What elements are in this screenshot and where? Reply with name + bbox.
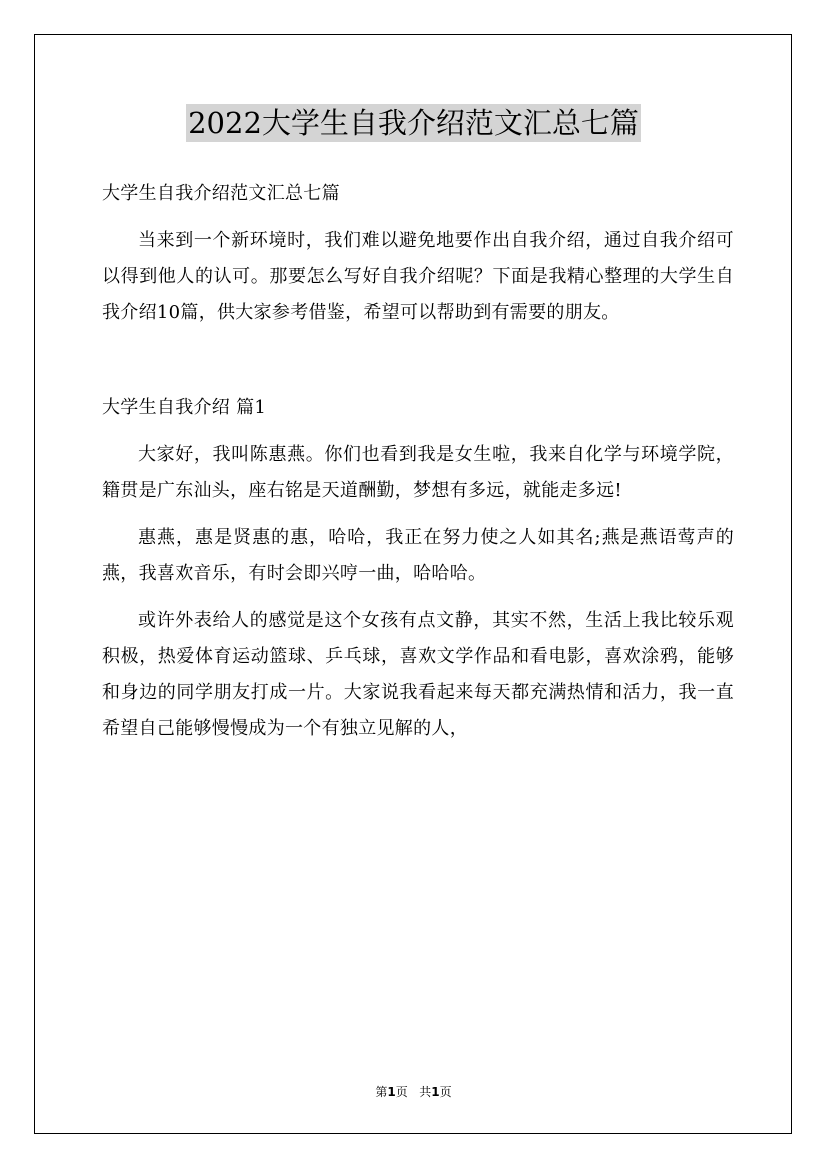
document-title: 2022大学生自我介绍范文汇总七篇 <box>188 106 639 140</box>
footer-total-prefix: 共 <box>419 1085 432 1099</box>
footer-page-prefix: 第 <box>375 1085 388 1099</box>
footer-page-current: 1 <box>387 1085 396 1099</box>
footer-total-suffix: 页 <box>439 1085 452 1099</box>
body-paragraph: 大家好，我叫陈惠燕。你们也看到我是女生啦，我来自化学与环境学院，籍贯是广东汕头，座右铭是天道酬勤，梦想有多远，就能走多远! <box>102 444 734 501</box>
footer-page-total: 1 <box>431 1085 440 1099</box>
body-paragraph: 或许外表给人的感觉是这个女孩有点文静，其实不然，生活上我比较乐观积极，热爱体育运动篮球、乒乓球，喜欢文学作品和看电影，喜欢涂鸦，能够和身边的同学朋友打成一片。大家说我看起来每天都充满热情和活力，我一直希望自己能够慢慢成为一个有独立见解的人， <box>102 610 734 739</box>
section-heading: 大学生自我介绍 篇1 <box>102 397 267 418</box>
intro-paragraph: 当来到一个新环境时，我们难以避免地要作出自我介绍，通过自我介绍可以得到他人的认可。那要怎么写好自我介绍呢？下面是我精心整理的大学生自我介绍10篇，供大家参考借鉴，希望可以帮助到有需要的朋友。 <box>102 230 734 323</box>
subtitle-paragraph: 大学生自我介绍范文汇总七篇 <box>102 183 340 204</box>
document-body <box>102 176 734 758</box>
footer-page-suffix: 页 <box>395 1085 408 1099</box>
title-container <box>0 104 827 142</box>
page-footer <box>0 1084 827 1100</box>
body-paragraph: 惠燕，惠是贤惠的惠，哈哈，我正在努力使之人如其名;燕是燕语莺声的燕，我喜欢音乐，有时会即兴哼一曲，哈哈哈。 <box>102 527 734 584</box>
